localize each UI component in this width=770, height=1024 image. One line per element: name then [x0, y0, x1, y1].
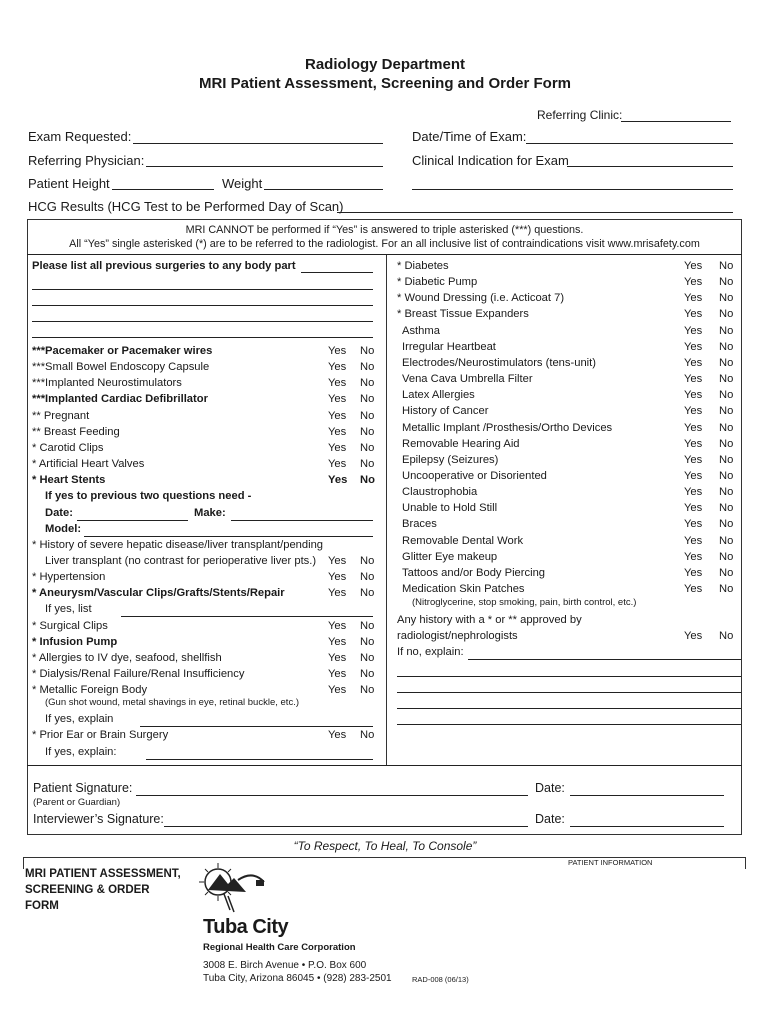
interviewer-signature-label: Interviewer’s Signature:	[33, 812, 164, 826]
left-item-23: If yes, explain	[45, 713, 114, 726]
weight-label: Weight	[222, 176, 263, 191]
left-item-3-yes[interactable]: Yes	[328, 393, 347, 406]
surgeries-field[interactable]	[301, 272, 373, 273]
right-item-1: * Diabetic Pump	[397, 276, 478, 289]
left-item-20-yes[interactable]: Yes	[328, 668, 347, 680]
left-item-0: ***Pacemaker or Pacemaker wires	[32, 345, 213, 357]
clinical-indication-label: Clinical Indication for Exam	[412, 153, 569, 168]
left-item-19: * Allergies to IV dye, seafood, shellfish	[32, 651, 222, 664]
left-item-13-yes[interactable]: Yes	[328, 554, 347, 567]
date-time-label: Date/Time of Exam:	[412, 129, 527, 144]
footer-corner-right	[745, 857, 746, 869]
right-item-13: Uncooperative or Disoriented	[402, 469, 547, 482]
motto: “To Respect, To Heal, To Console”	[293, 839, 477, 853]
org-name: Tuba City	[203, 916, 289, 938]
referring-clinic-field[interactable]	[621, 121, 731, 122]
right-item-4: Asthma	[402, 324, 440, 337]
stent-date-field[interactable]	[77, 520, 188, 521]
left-item-18: * Infusion Pump	[32, 635, 118, 648]
patient-height-label: Patient Height	[28, 176, 110, 191]
right-item-9: History of Cancer	[402, 405, 489, 418]
left-item-8-yes[interactable]: Yes	[328, 474, 348, 487]
right-item-8-no[interactable]: No	[719, 389, 734, 402]
left-item-8: * Heart Stents	[32, 474, 106, 487]
left-item-21-no[interactable]: No	[360, 684, 375, 697]
left-item-25-field[interactable]	[146, 759, 373, 760]
right-item-7: Vena Cava Umbrella Filter	[402, 373, 533, 386]
left-item-22: (Gun shot wound, metal shavings in eye, retinal buckle, etc.)	[45, 697, 299, 709]
left-item-14: * Hypertension	[32, 571, 106, 584]
left-item-3-no[interactable]: No	[360, 393, 375, 406]
referring-physician-field[interactable]	[146, 166, 383, 167]
explain-line-3[interactable]	[397, 692, 741, 693]
left-item-10: Date:	[45, 506, 73, 519]
left-item-5: ** Breast Feeding	[32, 425, 120, 438]
right-item-11-yes[interactable]: Yes	[684, 437, 703, 450]
patient-signature-field[interactable]	[136, 795, 528, 796]
right-item-3: * Breast Tissue Expanders	[397, 308, 529, 321]
left-item-19-no[interactable]: No	[360, 651, 375, 664]
right-item-16-no[interactable]: No	[719, 518, 734, 531]
right-item-16: Braces	[402, 518, 437, 531]
left-item-7-yes[interactable]: Yes	[328, 458, 347, 471]
left-item-0-yes[interactable]: Yes	[328, 345, 347, 357]
right-item-2-no[interactable]: No	[719, 292, 734, 305]
footer-form-name-2: SCREENING & ORDER	[25, 884, 150, 896]
left-item-1-yes[interactable]: Yes	[328, 361, 347, 374]
left-item-16: If yes, list	[45, 603, 92, 616]
left-item-5-no[interactable]: No	[360, 425, 375, 438]
interviewer-date-label: Date:	[535, 812, 565, 826]
right-item-18-no[interactable]: No	[719, 550, 734, 563]
right-item-17-yes[interactable]: Yes	[684, 534, 703, 547]
right-item-12-yes[interactable]: Yes	[684, 453, 703, 466]
left-item-1-no[interactable]: No	[360, 361, 375, 374]
footer-form-name-1: MRI PATIENT ASSESSMENT,	[25, 868, 181, 880]
right-item-5-yes[interactable]: Yes	[684, 340, 703, 353]
left-item-15: * Aneurysm/Vascular Clips/Grafts/Stents/Repair	[32, 587, 285, 600]
left-item-4: ** Pregnant	[32, 409, 90, 422]
footer-corner-left	[23, 857, 24, 869]
left-item-3: ***Implanted Cardiac Defibrillator	[32, 393, 208, 406]
right-item-3-yes[interactable]: Yes	[684, 308, 703, 321]
left-item-25: If yes, explain:	[45, 745, 117, 758]
org-subtitle: Regional Health Care Corporation	[203, 942, 356, 953]
right-item-10: Metallic Implant /Prosthesis/Ortho Devices	[402, 421, 613, 434]
right-item-0-yes[interactable]: Yes	[684, 260, 703, 272]
right-item-1-yes[interactable]: Yes	[684, 276, 703, 289]
left-item-2: ***Implanted Neurostimulators	[32, 377, 182, 390]
right-item-8: Latex Allergies	[402, 389, 475, 402]
left-item-17-yes[interactable]: Yes	[328, 619, 347, 632]
clinical-indication-field[interactable]	[567, 166, 733, 167]
hcg-field[interactable]	[337, 212, 733, 213]
right-item-10-no[interactable]: No	[719, 421, 734, 434]
left-item-17: * Surgical Clips	[32, 619, 108, 632]
right-item-0: * Diabetes	[397, 260, 449, 272]
left-item-7: * Artificial Heart Valves	[32, 458, 145, 471]
right-item-2: * Wound Dressing (i.e. Acticoat 7)	[397, 292, 565, 305]
left-item-6-yes[interactable]: Yes	[328, 441, 347, 454]
left-item-5-yes[interactable]: Yes	[328, 425, 347, 438]
right-item-19-yes[interactable]: Yes	[684, 566, 703, 579]
left-item-13: Liver transplant (no contrast for perioperative liver pts.)	[45, 554, 317, 567]
surgeries-line-3[interactable]	[32, 305, 373, 306]
stent-make-field[interactable]	[231, 520, 373, 521]
left-item-18-yes[interactable]: Yes	[328, 635, 347, 648]
surgeries-line-4[interactable]	[32, 321, 373, 322]
left-item-14-no[interactable]: No	[360, 571, 375, 584]
patient-info-label: PATIENT INFORMATION	[568, 858, 653, 867]
clinical-indication-field-2[interactable]	[412, 189, 733, 190]
form-code: RAD-008 (06/13)	[412, 975, 469, 984]
right-item-12: Epilepsy (Seizures)	[402, 453, 499, 466]
left-item-19-yes[interactable]: Yes	[328, 651, 347, 664]
radiologist-no[interactable]: No	[719, 630, 734, 642]
left-item-11: Model:	[45, 522, 82, 535]
left-item-1: ***Small Bowel Endoscopy Capsule	[32, 361, 210, 374]
screening-box	[27, 219, 742, 835]
right-item-12-no[interactable]: No	[719, 453, 734, 466]
signature-divider	[27, 765, 742, 766]
left-item-24-no[interactable]: No	[360, 729, 375, 742]
left-item-15-no[interactable]: No	[360, 587, 375, 600]
left-item-4-yes[interactable]: Yes	[328, 409, 347, 422]
right-item-17: Removable Dental Work	[402, 534, 524, 547]
interviewer-signature-field[interactable]	[164, 826, 528, 827]
form-title: MRI Patient Assessment, Screening and Order Form	[198, 75, 572, 92]
left-item-15-yes[interactable]: Yes	[328, 587, 347, 600]
right-item-7-yes[interactable]: Yes	[684, 373, 703, 386]
explain-line-4[interactable]	[397, 708, 741, 709]
hcg-label: HCG Results (HCG Test to be Performed Day of Scan)	[28, 199, 344, 214]
left-item-6: * Carotid Clips	[32, 441, 104, 454]
right-item-10-yes[interactable]: Yes	[684, 421, 703, 434]
left-item-4-no[interactable]: No	[360, 409, 375, 422]
explain-line-2[interactable]	[397, 676, 741, 677]
right-item-15: Unable to Hold Still	[402, 502, 498, 515]
right-item-6-no[interactable]: No	[719, 356, 734, 369]
left-item-20-no[interactable]: No	[360, 668, 375, 680]
left-item-9: If yes to previous two questions need -	[45, 490, 252, 503]
patient-signature-label: Patient Signature:	[33, 781, 133, 795]
right-item-6: Electrodes/Neurostimulators (tens-unit)	[402, 356, 596, 369]
right-item-14-no[interactable]: No	[719, 486, 734, 499]
left-item-8-no[interactable]: No	[360, 474, 375, 487]
right-item-18-yes[interactable]: Yes	[684, 550, 703, 563]
left-item-2-yes[interactable]: Yes	[328, 377, 347, 390]
weight-field[interactable]	[264, 189, 383, 190]
right-item-11-no[interactable]: No	[719, 437, 734, 450]
right-item-15-no[interactable]: No	[719, 502, 734, 515]
patient-date-field[interactable]	[570, 795, 724, 796]
left-item-24-yes[interactable]: Yes	[328, 729, 347, 742]
right-item-13-no[interactable]: No	[719, 469, 734, 482]
left-item-21: * Metallic Foreign Body	[32, 684, 148, 697]
left-item-2-no[interactable]: No	[360, 377, 375, 390]
referring-clinic-label: Referring Clinic:	[537, 108, 623, 122]
right-item-20-yes[interactable]: Yes	[684, 583, 703, 595]
surgeries-line-5[interactable]	[32, 337, 373, 338]
footer-form-name-3: FORM	[25, 900, 59, 912]
right-item-14: Claustrophobia	[402, 486, 478, 499]
referring-physician-label: Referring Physician:	[28, 153, 145, 168]
patient-date-label: Date:	[535, 781, 565, 795]
notice-line-1: MRI CANNOT be performed if “Yes” is answered to triple asterisked (***) questions.	[185, 224, 584, 236]
right-item-4-yes[interactable]: Yes	[684, 324, 703, 337]
left-item-13-no[interactable]: No	[360, 554, 375, 567]
date-time-field[interactable]	[526, 143, 733, 144]
right-item-9-yes[interactable]: Yes	[684, 405, 703, 418]
left-item-14-yes[interactable]: Yes	[328, 571, 347, 584]
if-no-explain-label: If no, explain:	[397, 646, 464, 658]
notice-divider	[27, 254, 742, 255]
guardian-note: (Parent or Guardian)	[33, 797, 121, 808]
left-item-6-no[interactable]: No	[360, 441, 375, 454]
right-item-15-yes[interactable]: Yes	[684, 502, 703, 515]
department-title: Radiology Department	[304, 56, 466, 73]
left-item-11-field[interactable]	[84, 536, 373, 537]
if-no-explain-field[interactable]	[468, 659, 741, 660]
right-item-19: Tattoos and/or Body Piercing	[402, 566, 546, 579]
explain-line-5[interactable]	[397, 724, 741, 725]
left-item-24: * Prior Ear or Brain Surgery	[32, 729, 169, 742]
right-item-8-yes[interactable]: Yes	[684, 389, 703, 402]
right-item-11: Removable Hearing Aid	[402, 437, 520, 450]
surgeries-label: Please list all previous surgeries to any body part	[32, 260, 296, 272]
right-item-20-no[interactable]: No	[719, 583, 734, 595]
right-item-19-no[interactable]: No	[719, 566, 734, 579]
exam-requested-label: Exam Requested:	[28, 129, 132, 144]
left-item-12: * History of severe hepatic disease/liver transplant/pending	[32, 538, 324, 551]
surgeries-line-2[interactable]	[32, 289, 373, 290]
left-item-7-no[interactable]: No	[360, 458, 375, 471]
right-item-13-yes[interactable]: Yes	[684, 469, 703, 482]
radiologist-label: radiologist/nephrologists	[397, 630, 518, 642]
radiologist-yes[interactable]: Yes	[684, 630, 703, 642]
right-item-6-yes[interactable]: Yes	[684, 356, 703, 369]
left-item-17-no[interactable]: No	[360, 619, 375, 632]
interviewer-date-field[interactable]	[570, 826, 724, 827]
left-item-0-no[interactable]: No	[360, 345, 375, 357]
right-item-9-no[interactable]: No	[719, 405, 734, 418]
right-item-5: Irregular Heartbeat	[402, 340, 496, 353]
right-item-0-no[interactable]: No	[719, 260, 734, 272]
exam-requested-field[interactable]	[133, 143, 383, 144]
right-item-2-yes[interactable]: Yes	[684, 292, 703, 305]
left-item-18-no[interactable]: No	[360, 635, 375, 648]
left-item-21-yes[interactable]: Yes	[328, 684, 347, 697]
notice-line-2: All “Yes” single asterisked (*) are to be referred to the radiologist. For an all inclusive list of contraindications visit www.mrisafety.com	[69, 238, 700, 250]
right-item-20: Medication Skin Patches	[402, 583, 525, 595]
right-item-18: Glitter Eye makeup	[402, 550, 498, 563]
right-item-1-no[interactable]: No	[719, 276, 734, 289]
any-history-label: Any history with a * or ** approved by	[397, 614, 582, 626]
right-item-16-yes[interactable]: Yes	[684, 518, 703, 531]
right-item-3-no[interactable]: No	[719, 308, 734, 321]
right-item-17-no[interactable]: No	[719, 534, 734, 547]
column-divider	[386, 255, 387, 765]
patient-height-field[interactable]	[112, 189, 214, 190]
tuba-city-logo-icon	[198, 860, 272, 918]
address-line-2: Tuba City, Arizona 86045 • (928) 283-2501	[203, 973, 392, 984]
left-item-23-field[interactable]	[140, 726, 373, 727]
right-item-5-no[interactable]: No	[719, 340, 734, 353]
medication-note: (Nitroglycerine, stop smoking, pain, birth control, etc.)	[412, 597, 637, 608]
left-item-16-field[interactable]	[121, 616, 373, 617]
right-item-7-no[interactable]: No	[719, 373, 734, 386]
right-item-14-yes[interactable]: Yes	[684, 486, 703, 499]
address-line-1: 3008 E. Birch Avenue • P.O. Box 600	[203, 960, 367, 971]
left-item-20: * Dialysis/Renal Failure/Renal Insufficiency	[32, 668, 245, 680]
right-item-4-no[interactable]: No	[719, 324, 734, 337]
stent-make-label: Make:	[194, 506, 226, 519]
